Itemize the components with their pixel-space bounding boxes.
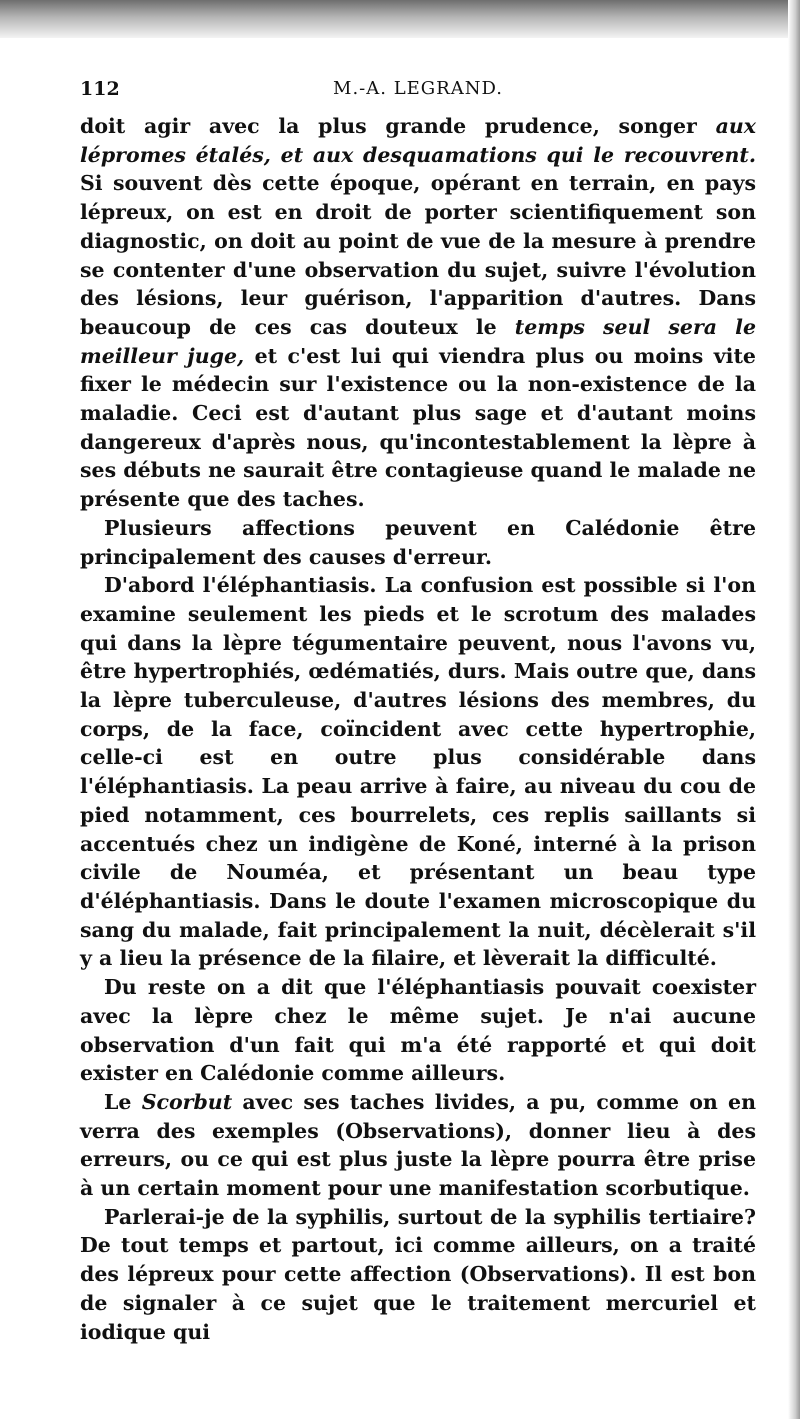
paragraph-1	[80, 112, 756, 514]
scan-shadow-top	[0, 0, 800, 38]
p1-text-1: doit agir avec la plus grande prudence, songer	[80, 114, 716, 138]
p1-text-2: Si souvent dès cette époque, opérant en terrain, en pays lépreux, on est en droit de porter scientifiquement son diagnostic, on doit au point de vue de la mesure à prendre se contenter d'une observation du sujet, suivre l'évolution des lésions, leur guérison, l'apparition d'autres. Dans beaucoup de ces cas douteux le	[80, 171, 756, 339]
paragraph-4: Du reste on a dit que l'éléphantiasis pouvait coexister avec la lèpre chez le même sujet. Je n'ai aucune observation d'un fait qui m'a été rapporté et qui doit exister en Calédonie comme ailleurs.	[80, 975, 756, 1086]
scan-shadow-right	[788, 0, 800, 1419]
paragraph-2: Plusieurs affections peuvent en Calédonie être principalement des causes d'erreur.	[80, 515, 756, 569]
p5-italic-1: Scorbut	[141, 1089, 233, 1114]
paragraph-5	[80, 1088, 756, 1203]
page-number: 112	[80, 78, 120, 100]
running-title: M.-A. LEGRAND.	[333, 78, 503, 99]
paragraph-3: D'abord l'éléphantiasis. La confusion est possible si l'on examine seulement les pieds et le scrotum des malades qui dans la lèpre tégumentaire peuvent, nous l'avons vu, être hypertrophiés, œdématiés, durs. Mais outre que, dans la lèpre tuberculeuse, d'autres lésions des membres, du corps, de la face, coïncident avec cette hypertrophie, celle-ci est en outre plus considérable dans l'éléphantiasis. La peau arrive à faire, au niveau du cou de pied notamment, ces bourrelets, ces replis saillants si accentués chez un indigène de Koné, interné à la prison civile de Nouméa, et présentant un beau type d'éléphantiasis. Dans le doute l'examen microscopique du sang du malade, fait principalement la nuit, décèlerait s'il y a lieu la présence de la filaire, et lèverait la difficulté.	[80, 573, 756, 971]
p1-italic-2: temps seul sera le meilleur juge,	[80, 314, 756, 368]
p5-text-1: Le	[104, 1089, 142, 1114]
p1-italic-1: aux lépromes étalés, et aux desquamations qui le recouvrent.	[80, 114, 756, 167]
body-text	[80, 112, 756, 1346]
p5-text-2: avec ses taches livides, a pu, comme on en verra des exemples (Observations), donner lieu à des erreurs, ou ce qui est plus juste la lèpre pourra être prise à un certain moment pour une manifestation scorbutique.	[80, 1089, 756, 1201]
page-header	[80, 78, 756, 104]
p1-text-3: et c'est lui qui viendra plus ou moins vite fixer le médecin sur l'existence ou la non-existence de la maladie. Ceci est d'autant plus sage et d'autant moins dangereux d'après nous, qu'incontestablement la lèpre à ses débuts ne saurait être contagieuse quand le malade ne présente que des taches.	[80, 343, 756, 512]
paragraph-6: Parlerai-je de la syphilis, surtout de la syphilis tertiaire? De tout temps et partout, ici comme ailleurs, on a traité des lépreux pour cette affection (Observations). Il est bon de signaler à ce sujet que le traitement mercuriel et iodique qui	[80, 1204, 756, 1344]
